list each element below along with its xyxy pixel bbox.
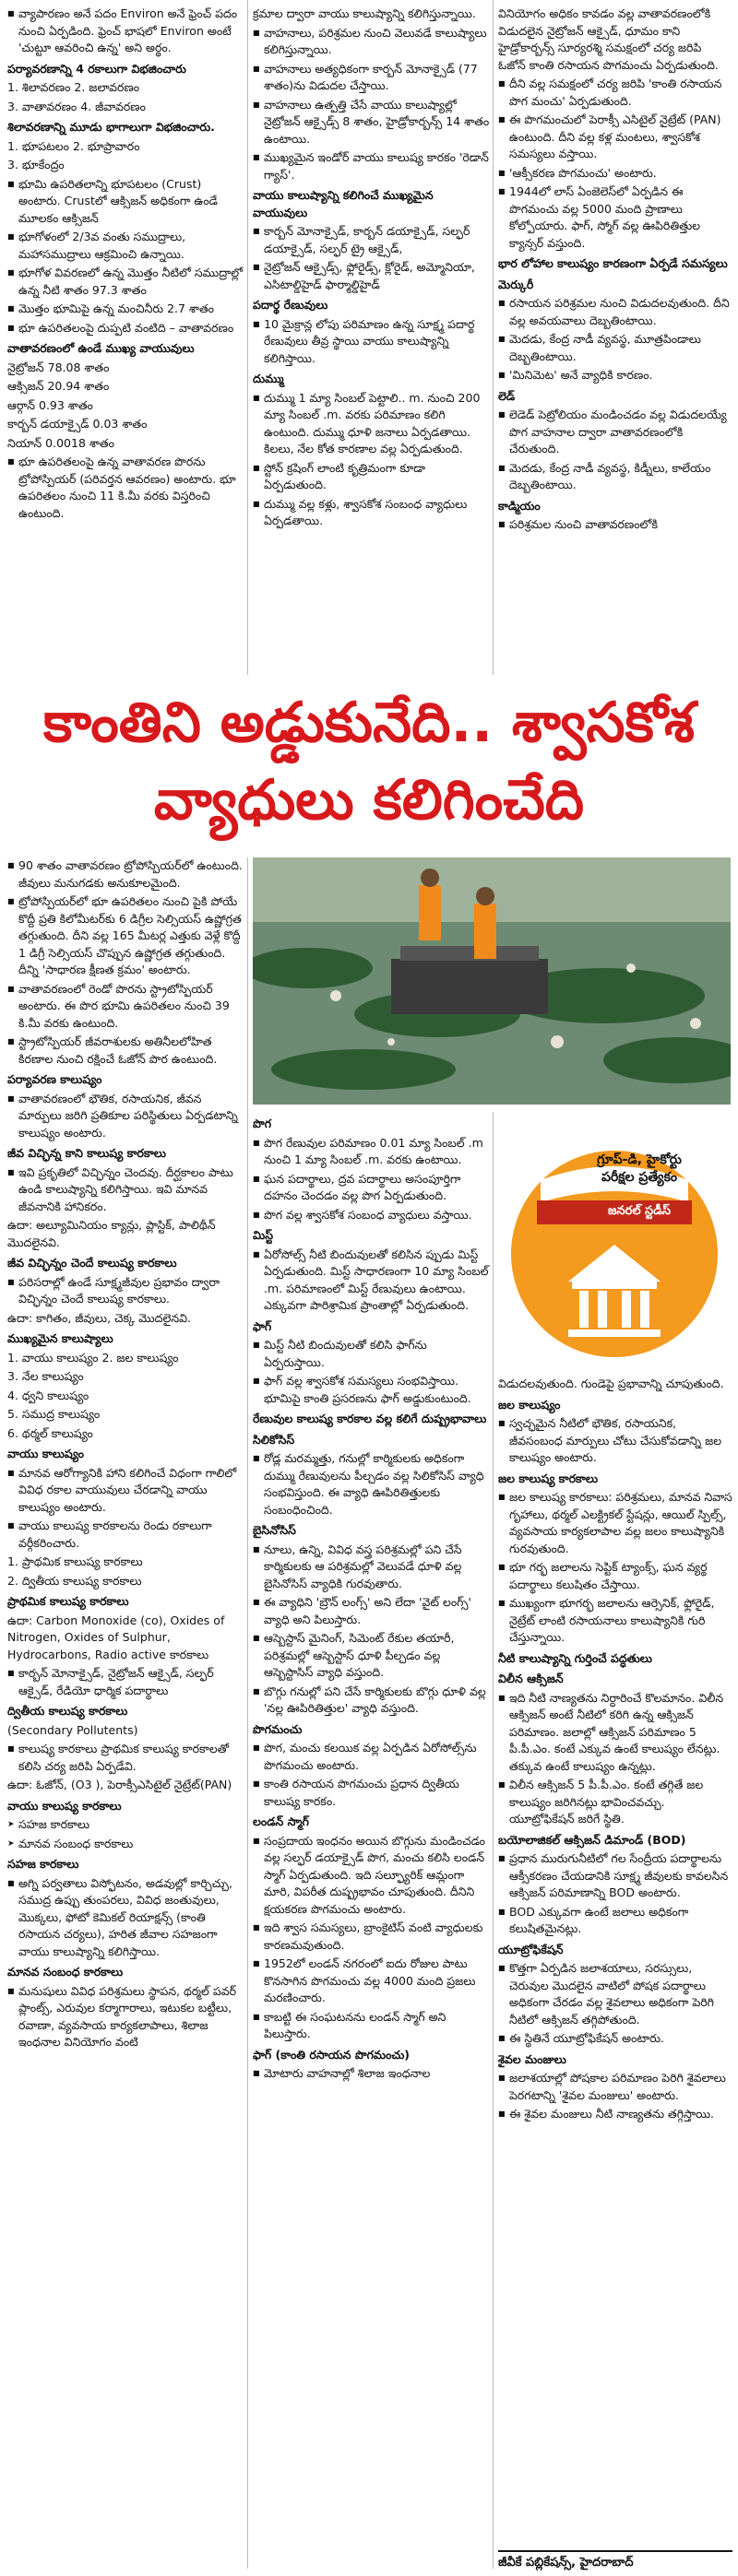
body-text: ■ పొగ వల్ల శ్వాసకోశ సంబంధ వ్యాధులు వస్తాయి. [253,1207,491,1224]
body-text: ■ భూమి ఉపరితలాన్ని భూపటలం (Crust) అంటారు. Crustలో ఆక్సిజన్ అధికంగా ఉండే మూలకం ఆక్సిజన్ [7,176,245,228]
body-text: ఉదా: కాగితం, జీవులు, చెక్క మొదలైనవి. [7,1310,191,1325]
body-text: ■ కార్బన్ మోనాక్సైడ్, నైట్రోజన్ ఆక్సైడ్, సల్ఫర్ ఆక్సైడ్, రేడియో ధార్మిక పదార్థాలు [7,1665,245,1699]
publication-credit: జీవీకే పబ్లికేషన్స్, హైదరాబాద్ [498,2550,732,2572]
body-text: ■ 1944లో లాస్ ఏంజెలెస్‌లో ఏర్పడిన ఈ పొగమంచు వల్ల 5000 మంది ప్రాణాలు కోల్పోయారు. ఫాగ్, స్మోగ్ వల్ల ఊపిరితిత్తుల క్యాన్సర్ వస్తుంది. [498,183,732,252]
body-text: ■ వాయు కాలుష్య కారకాలను రెండు రకాలుగా వర్గీకరించారు. [7,1518,245,1552]
body-text: ■ 'మినిమెట' అనే వ్యాధికి కారణం. [498,367,732,384]
body-text: ■ భూగోళంలో 2/3వ వంతు సముద్రాలు, మహాసముద్రాలు ఆక్రమించి ఉన్నాయి. [7,229,245,263]
body-text: (Secondary Pollutents) [7,1722,138,1737]
body-text: ■ స్టోన్ క్రషింగ్ లాంటి కృత్రిమంగా కూడా ఏర్పడుతుంది. [253,460,491,494]
body-text: 1. ప్రాథమిక కాలుష్య కారకాలు [7,1554,143,1568]
body-text: ■ స్వచ్ఛమైన నీటిలో భౌతిక, రసాయనిక, జీవసంబంధ మార్పులు చోటు చేసుకోవడాన్ని జల కాలుష్యం అంటారు. [498,1415,732,1467]
body-text: ■ జల కాలుష్య కారకాలు: పరిశ్రమలు, మానవ నివాస గృహాలు, థర్మల్ ఎలక్ట్రికల్ స్టేషన్లు, ఆయిల్ స్పిల్స్, వ్యవసాయ కార్యకలాపాల వల్ల జలం కాలుష్యానికి గురవుతుంది. [498,1489,732,1557]
body-text: ■ BOD ఎక్కువగా ఉంటే జలాలు అధికంగా కలుషితమైనట్లు. [498,1904,732,1938]
body-text: ■ 90 శాతం వాతావరణం ట్రోపోస్పియర్‌లో ఉంటుంది. జీవులు మనుగడకు అనుకూలమైంది. [7,857,245,892]
column-1-top [7,6,245,524]
section-heading: జీవ విచ్ఛిన్నం చెందే కాలుష్య కారకాలు [7,1256,177,1270]
body-text: 3. నేల కాలుష్యం [7,1369,84,1383]
body-text: ■ మెదడు, కేంద్ర నాడీ వ్యవస్థ, కిడ్నీలు, కాలేయం దెబ్బతింటాయి. [498,460,732,494]
section-heading: వాయు కాలుష్యం [7,1447,85,1460]
body-text: ఆక్సిజన్ 20.94 శాతం [7,379,110,393]
body-text: ➤ సహజ కారకాలు [7,1816,245,1834]
body-text: ■ మొత్తం భూమిపై ఉన్న మంచినీరు 2.7 శాతం [7,301,245,318]
body-text: ■ సంప్రదాయ ఇంధనం అయిన బొగ్గును మండించడం వల్ల సల్ఫర్ డయాక్సైడ్ పొగ, మంచు కలిసి లండన్ స్మాగ్ ఏర్పడుతుంది. ఇది సల్ఫ్యూరిక్ ఆమ్లంగా మారి, విపరీత దుష్ప్రభావం చూపుతుంది. దీనిని క్షయకరణ పొగమంచు అంటారు. [253,1833,491,1919]
section-heading: వాయు కాలుష్యాన్ని కలిగించే ముఖ్యమైన వాయువులు [253,188,434,219]
section-heading: ఫాగ్ [253,1318,272,1333]
section-heading: బైసినోసిస్ [253,1523,296,1537]
body-text: ఉదా: ఓజోన్, (O3 ), పెరాక్సీఎసిటైల్ నైట్రేట్(PAN) [7,1778,232,1791]
body-text: ■ పరిసరాల్లో ఉండే సూక్ష్మజీవుల ప్రభావం ద్వారా విచ్ఛిన్నం చెందే కాలుష్య కారకాలు. [7,1274,245,1308]
badge-title [570,1152,708,1188]
body-text: 1. వాయు కాలుష్యం 2. జల కాలుష్యం [7,1350,179,1365]
column-divider [247,857,248,2569]
body-text: ఉదా: అల్యూమినియం క్యాన్లు, ప్లాస్టిక్, పాలిథీన్ మొదలైనవి. [7,1218,216,1249]
body-text: ■ 1952లో లండన్ నగరంలో ఐదు రోజుల పాటు కొనసాగిన పొగమంచు వల్ల 4000 మంది ప్రజలు మరణించారు. [253,1956,491,2007]
body-text: ➤ మానవ సంబంధ కారకాలు [7,1836,245,1853]
section-heading: యూట్రోఫికేషన్ [498,1942,564,1956]
section-heading: సిలికోసిస్ [253,1432,295,1447]
section-heading: సహజ కారకాలు [7,1857,79,1871]
body-text: ■ ఈ వ్యాధిని 'బ్రౌన్ లంగ్స్' అని లేదా 'వైట్ లంగ్స్' వ్యాధి అని పిలుస్తారు. [253,1594,491,1628]
section-heading: కాడ్మియం [498,498,541,513]
headline-line-1: కాంతిని అడ్డుకునేది.. శ్వాసకోశ [43,691,695,755]
body-text: ■ ట్రోపోస్పియర్‌లో భూ ఉపరితలం నుంచి పైకి పోయే కొద్దీ ప్రతి కిలోమీటర్‌కు 6 డిగ్రీల సెల్సియస్ ఉష్ణోగ్రత తగ్గుతుంది. దీని వల్ల 165 మీటర్ల ఎత్తుకు వెళ్లే కొద్దీ 1 డిగ్రీ సెల్సియస్ చొప్పున ఉష్ణోగ్రత తగ్గుతుంది. దీన్ని 'సాధారణ క్షీణత క్రమం' అంటారు. [7,893,245,979]
body-text: ■ వ్యాపారణం అనే పదం Environ అనే ఫ్రెంచ్ పదం నుంచి ఏర్పడింది. ఫ్రెంచ్ భాషలో Environ అంటే 'చుట్టూ ఆవరించి ఉన్న' అని అర్థం. [7,6,245,57]
body-text: ■ ఈ పొగమంచులో పెరాక్సీ ఎసిటైల్ నైట్రేట్ (PAN) ఉంటుంది. దీని వల్ల కళ్ల మంటలు, శ్వాసకోశ సమస్యలు వస్తాయి. [498,112,732,163]
body-text: నైట్రోజన్ 78.08 శాతం [7,360,110,374]
section-heading: ద్వితీయ కాలుష్య కారకాలు [7,1704,128,1718]
body-text: ■ ఇది నీటి నాణ్యతను నిర్ధారించే కొలమానం. విలీన ఆక్సిజన్ అంటే నీటిలో కరిగి ఉన్న ఆక్సిజన్ పరిమాణం. జలాల్లో ఆక్సిజన్ పరిమాణం 5 పీ.పీ.ఎం. కంటే ఎక్కువ ఉంటే కాలుష్యం లేనట్లు. తక్కువ ఉంటే కాలుష్యం ఉన్నట్లు. [498,1690,732,1776]
badge-subject: జనరల్ స్టడీస్ [608,1204,671,1218]
section-heading: ఫాగ్ (కాంతి రసాయన పొగమంచు) [253,2047,411,2062]
body-text: ■ మిస్ట్ నీటి బిందువులతో కలిసి ఫాగ్‌ను ఏర్పరుస్తాయి. [253,1337,491,1371]
body-text: క్రమాల ద్వారా వాయు కాలుష్యాన్ని కలిగిస్తున్నాయి. [253,6,476,20]
section-heading: జల కాలుష్యం [498,1397,561,1412]
section-heading: మెర్కురీ [498,277,534,291]
section-heading: బయోలాజికల్ ఆక్సిజన్ డిమాండ్ (BOD) [498,1832,686,1847]
body-text: ■ కార్బన్ మోనాక్సైడ్, కార్బన్ డయాక్సైడ్, సల్ఫర్ డయాక్సైడ్, సల్ఫర్ ట్రై ఆక్సైడ్, [253,223,491,257]
headline-line-2: వ్యాధులు కలిగించేది [153,768,585,833]
body-text: వినియోగం అధికం కావడం వల్ల వాతావరణంలోకి విడుదలైన నైట్రోజన్ ఆక్సైడ్, ధూమం కాని హైడ్రోకార్బన్స్ సూర్యరశ్మి సమక్షంలో చర్య జరిపి ఓజోన్ కాంతి రసాయన పొగమంచు ఏర్పడుతుంది. [498,6,719,72]
headline [0,684,738,850]
body-text: ■ అగ్ని పర్వతాలు విస్ఫోటనం, అడవుల్లో కార్చిచ్చు, సముద్ర ఉప్పు తుంపరలు, వివిధ జంతువులు, మొక్కలు, ఫోటో కెమికల్ రియాక్షన్స్ (కాంతి రసాయన చర్యలు), హరిత జీవాల సహజంగా వాయు కాలుష్యాన్ని కలిగిస్తాయి. [7,1875,245,1961]
badge-line-1: గ్రూప్-డి, హైకోర్టు [597,1152,682,1167]
body-text: 3. వాతావరణం 4. జీవావరణం [7,99,146,113]
body-text: ■ ముఖ్యమైన ఇండోర్ వాయు కాలుష్య కారకం 'రెడాన్ గ్యాస్'. [253,149,491,183]
body-text: ■ ఇది శ్వాస సమస్యలు, బ్రాంకైటిస్ వంటి వ్యాధులకు కారణమవుతుంది. [253,1920,491,1954]
section-heading: ముఖ్యమైన కాలుష్యాలు [7,1331,113,1345]
section-heading: జల కాలుష్య కారకాలు [498,1471,599,1485]
body-text: ఉదా: Carbon Monoxide (co), Oxides of Nitrogen, Oxides of Sulphur, Hydrocarbons, Radio active కారకాలు [7,1613,225,1661]
body-text: ■ మోటారు వాహనాల్లో శిలాజ ఇంధనాల [253,2065,491,2083]
section-heading: నీటి కాలుష్యాన్ని గుర్తించే పద్ధతులు [498,1650,652,1665]
body-text: ■ నూలు, ఉన్ని, వివిధ వస్త్ర పరిశ్రమల్లో పని చేసే కార్మికులకు ఆ పరిశ్రమల్లో వెలువడే ధూళి వల్ల బైసినోసిస్ వ్యాధికి గురవుతారు. [253,1542,491,1593]
river-cleaning-photo [253,857,731,1105]
section-heading: పొగమంచు [253,1721,303,1736]
body-text: ■ దీని వల్ల సమక్షంలో చర్య జరిపి 'కాంతి రసాయన పొగ మంచు' ఏర్పడుతుంది. [498,76,732,110]
body-text: ■ భూగోళ వివరణలో ఉన్న మొత్తం నీటిలో సముద్రాల్లో ఉన్న నీటి శాతం 97.3 శాతం [7,265,245,299]
section-heading: శైవల మంజులు [498,2051,566,2066]
body-text: కార్బన్ డయాక్సైడ్ 0.03 శాతం [7,417,148,431]
column-divider [247,0,248,675]
body-text: 2. ద్వితీయ కాలుష్య కారకాలు [7,1573,142,1588]
section-heading: రేణువుల కాలుష్య కారకాల వల్ల కలిగే దుష్ప్రభావాలు [253,1412,487,1425]
column-2-bottom [253,1112,491,2085]
section-heading: శిలావరణాన్ని మూడు భాగాలుగా విభజించారు. [7,120,215,134]
body-text: ■ వాహనాలు అత్యధికంగా కార్బన్ మోనాక్సైడ్ (77 శాతం)ను విడుదల చేస్తాయి. [253,61,491,95]
section-heading: లెడ్ [498,388,516,403]
body-text: ■ కొత్తగా ఏర్పడిన జలాశయాలు, సరస్సులు, చెరువుల మొదలైన వాటిలో పోషక పదార్థాలు అధికంగా చేరడం వల్ల శైవలాలు అధికంగా పెరిగి నీటిలో ఆక్సిజన్ తగ్గిపోతుంది. [498,1960,732,2028]
body-text: 1. భూపటలం 2. భూప్రావారం [7,138,140,153]
body-text: ■ జలాశయాల్లో పోషకాల పరిమాణం పెరిగి శైవలాలు పెరగటాన్ని 'శైవల మంజులు' అంటారు. [498,2070,732,2104]
section-heading: పర్యావరణ కాలుష్యం [7,1072,102,1086]
body-text: ■ స్ట్రాటోస్పియర్ జీవరాశులకు అతినీలలోహిత కిరణాల నుంచి రక్షించే ఓజోన్ పొర ఉంటుంది. [7,1034,245,1068]
body-text: 3. భూకేంద్రం [7,158,65,171]
body-text: ■ ఘన పదార్థాలు, ద్రవ పదార్థాలు అసంపూర్తిగా దహనం చెందడం వల్ల పొగ ఏర్పడుతుంది. [253,1171,491,1205]
body-text: 5. సముద్ర కాలుష్యం [7,1407,101,1421]
body-text: 6. థర్మల్ కాలుష్యం [7,1425,93,1440]
body-text: ■ భూ గర్భ జలాలను సెప్టిక్ ట్యాంక్స్, ఘన వ్యర్థ పదార్థాలు కలుషితం చేస్తాయి. [498,1559,732,1593]
body-text: ■ రసాయన పరిశ్రమల నుంచి విడుదలవుతుంది. దీని వల్ల అవయవాలు దెబ్బతింటాయి. [498,295,732,329]
body-text: 1. శిలావరణం 2. జలావరణం [7,80,140,94]
section-heading: మానవ సంబంధ కారకాలు [7,1965,124,1979]
body-text: 4. ధ్వని కాలుష్యం [7,1388,89,1402]
body-text: ■ భూ ఉపరితలంపై ఉన్న వాతావరణ పొరను ట్రోపోస్పియర్ (పరివర్తన ఆవరణం) అంటారు. భూ ఉపరితలం నుంచి 11 కి.మీ వరకు విస్తరించి ఉంటుంది. [7,454,245,522]
body-text: ఆర్గాన్ 0.93 శాతం [7,397,93,412]
body-text: ■ దుమ్ము 1 మ్యా సింబల్ పెట్టాలి.. m. నుంచి 200 మ్యా సింబల్ .m. వరకు పరిమాణం కలిగి ఉంటుంది. దుమ్ము ధూళి జనాలు ఏర్పడతాయి. కిలలు, నేల కోత కారణాల వల్ల ఏర్పడుతుంది. [253,390,491,458]
body-text: ■ 10 మైక్రాన్ల లోపు పరిమాణం ఉన్న సూక్ష్మ పదార్థ రేణువులు తీవ్ర స్థాయి వాయు కాలుష్యాన్ని కలిగిస్తాయి. [253,316,491,368]
section-heading: విలీన ఆక్సిజన్ [498,1672,564,1685]
section-heading: పర్యావరణాన్ని 4 రకాలుగా విభజించారు [7,61,186,76]
body-text: ■ కాంతి రసాయన పొగమంచు ప్రధాన ద్వితీయ కాలుష్య కారకం. [253,1776,491,1810]
section-heading: ప్రాథమిక కాలుష్య కారకాలు [7,1594,129,1608]
body-text: ■ నైట్రోజన్ ఆక్సైడ్స్, ఫ్లోరైడ్స్, క్లోరైడ్, అమ్మోనియా, ఎసిటాల్డిహైడ్ ఫార్మాల్డిహైడ్ [253,259,491,293]
column-3-top [498,6,732,536]
body-text: ■ పొగ రేణువుల పరిమాణం 0.01 మ్యా సింబల్ .m నుంచి 1 మ్యా సింబల్ .m. వరకు ఉంటాయి. [253,1135,491,1169]
section-heading: మిస్ట్ [253,1228,274,1242]
body-text: ■ పరిశ్రమల నుంచి వాతావరణంలోకి [498,516,732,534]
body-text: నియాన్ 0.0018 శాతం [7,435,114,450]
body-text: ■ భూ ఉపరితలంపై దుప్పటి వంటిది – వాతావరణం [7,320,245,337]
column-3-bottom [498,1376,732,2125]
section-heading: పదార్థ రేణువులు [253,298,328,312]
section-heading: లండన్ స్మాగ్ [253,1814,309,1828]
body-text: ■ ఏరోసోల్స్ నీటి బిందువులతో కలిసిన ప్పుడు మిస్ట్ ఏర్పడుతుంది. మిస్ట్ సాధారణంగా 10 మ్యా సింబల్ .m. పరిమాణంలో మిస్ట్ రేణువులు ఉంటాయి. ఎక్కువగా పారిశ్రామిక ప్రాంతాల్లో ఏర్పడుతుంది. [253,1247,491,1315]
section-heading: భార లోహాల కాలుష్యం కారణంగా ఏర్పడే సమస్యలు [498,256,728,270]
body-text: ■ వాహనాలు ఉత్పత్తి చేసే వాయు కాలుష్యాల్లో నైట్రోజన్ ఆక్సైడ్స్ 8 శాతం, హైడ్రోకార్బన్స్ 14 శాతం ఉంటాయి. [253,97,491,148]
body-text: ■ కాబట్టి ఈ సంఘటనను లండన్ స్మాగ్ అని పిలుస్తారు. [253,2009,491,2043]
body-text: విడుదలవుతుంది. గుండెపై ప్రభావాన్ని చూపుతుంది. [498,1377,724,1390]
body-text: ■ ఆస్బెస్టాస్ మైనింగ్, సిమెంట్ రేకుల తయారీ, పరిశ్రమల్లో ఆస్బెస్టాస్ ధూళి పీల్చడం వల్ల ఆస్బెస్టాసిస్ వ్యాధి వస్తుంది. [253,1630,491,1682]
column-2-top [253,6,491,532]
body-text: ■ వాహనాలు, పరిశ్రమల నుంచి వెలువడే కాలుష్యాలు కలిగిస్తున్నాయి. [253,25,491,59]
section-heading: పొగ [253,1117,272,1130]
badge-line-2: పరీక్షల ప్రత్యేకం [601,1170,677,1185]
section-heading: వాతావరణంలో ఉండే ముఖ్య వాయువులు [7,341,195,355]
body-text: ■ వాతావరణంలో రెండో పొరను స్ట్రాటోస్పియర్ అంటారు. ఈ పొర భూమి ఉపరితలం నుంచి 39 కి.మీ వరకు ఉంటుంది. [7,981,245,1033]
body-text: ■ వాతావరణంలో భౌతిక, రసాయనిక, జీవన మార్పులు జరిగి ప్రతికూల పరిస్థితులు ఏర్పడటాన్ని కాలుష్యం అంటారు. [7,1091,245,1142]
body-text: ■ ఫాగ్ వల్ల శ్వాసకోశ సమస్యలు సంభవిస్తాయి. భూమిపై కాంతి ప్రసరణను ఫాగ్ అడ్డుకుంటుంది. [253,1373,491,1407]
body-text: ■ కాలుష్య కారకాలు ప్రాథమిక కాలుష్య కారకాలతో కలిసి చర్య జరిపి ఏర్పడేవి. [7,1741,245,1775]
section-heading: వాయు కాలుష్య కారకాలు [7,1798,122,1813]
body-text: ■ బొగ్గు గనుల్లో పని చేసే కార్మికులకు బొగ్గు ధూళి వల్ల 'నల్ల ఊపిరితిత్తుల' వ్యాధి వస్తుంది. [253,1684,491,1718]
column-divider [493,0,494,675]
body-text: ■ 'ఆక్సీకరణ పొగమంచు' అంటారు. [498,165,732,183]
body-text: ■ విలీన ఆక్సిజన్ 5 పీ.పీ.ఎం. కంటే తగ్గితే జల కాలుష్యం జరిగినట్లు భావించవచ్చు. యూట్రోఫికేషన్ జరిగే స్థితి. [498,1777,732,1828]
body-text: ■ దుమ్ము వల్ల కళ్లు, శ్వాసకోశ సంబంధ వ్యాధులు ఏర్పడతాయి. [253,496,491,530]
body-text: ■ మనుషులు వివిధ పరిశ్రమలు స్థాపన, థర్మల్ పవర్ ప్లాంట్స్, ఎరువుల కర్మాగారాలు, ఇటుకల బట్టీలు, రవాణా, వ్యవసాయ కార్యకలాపాలు, శిలాజ ఇంధనాల వినియోగం వంటి [7,1983,245,2051]
body-text: ■ ఇవి ప్రకృతిలో విచ్ఛిన్నం చెందవు. దీర్ఘకాలం పాటు ఉండి కాలుష్యాన్ని కలిగిస్తాయి. ఇవి మానవ జీవనానికి హానికరం. [7,1164,245,1216]
body-text: ■ ఈ స్థితినే యూట్రోఫికేషన్ అంటారు. [498,2030,732,2048]
column-divider [493,1112,494,2569]
section-heading: దుమ్ము [253,372,284,385]
body-text: ■ రోడ్ల మరమ్మత్తు, గనుల్లో కార్మికులకు అధికంగా దుమ్ము రేణువులను పీల్చడం వల్ల సిలికోసిస్ వ్యాధి సంభవిస్తుంది. ఈ వ్యాధి ఊపిరితిత్తులకు సంబంధించింది. [253,1450,491,1518]
body-text: ■ ఈ శైవల మంజులు నీటి నాణ్యతను తగ్గిస్తాయి. [498,2106,732,2123]
body-text: ■ మెదడు, కేంద్ర నాడీ వ్యవస్థ, మూత్రపిండాలు దెబ్బతింటాయి. [498,331,732,365]
photo-illustration [253,857,731,1105]
column-1-bottom [7,857,245,2053]
body-text: ■ ముఖ్యంగా భూగర్భ జలాలను ఆర్సెనిక్, ఫ్లోరైడ్, నైట్రేట్ లాంటి రసాయనాలు కాలుష్యానికి గురి చేస్తున్నాయి. [498,1595,732,1647]
body-text: ■ పొగ, మంచు కలయిక వల్ల ఏర్పడిన ఏరోసోల్స్‌ను పొగమంచు అంటారు. [253,1740,491,1774]
body-text: ■ లెడెడ్ పెట్రోలియం మండించడం వల్ల విడుదలయ్యే పొగ వాహనాల ద్వారా వాతావరణంలోకి చేరుతుంది. [498,407,732,458]
body-text: ■ మానవ ఆరోగ్యానికి హాని కలిగించే విధంగా గాలిలో వివిధ రకాల వాయువులు చేరడాన్ని వాయు కాలుష్యం అంటారు. [7,1465,245,1517]
body-text: ■ ప్రధాన మురుగునీటిలో గల సేంద్రీయ పదార్థాలను ఆక్సీకరణం చేయడానికి సూక్ష్మ జీవులకు కావలసిన ఆక్సిజన్ పరిమాణాన్ని BOD అంటారు. [498,1850,732,1902]
section-heading: జీవ విచ్ఛిన్న కాని కాలుష్య కారకాలు [7,1146,166,1160]
